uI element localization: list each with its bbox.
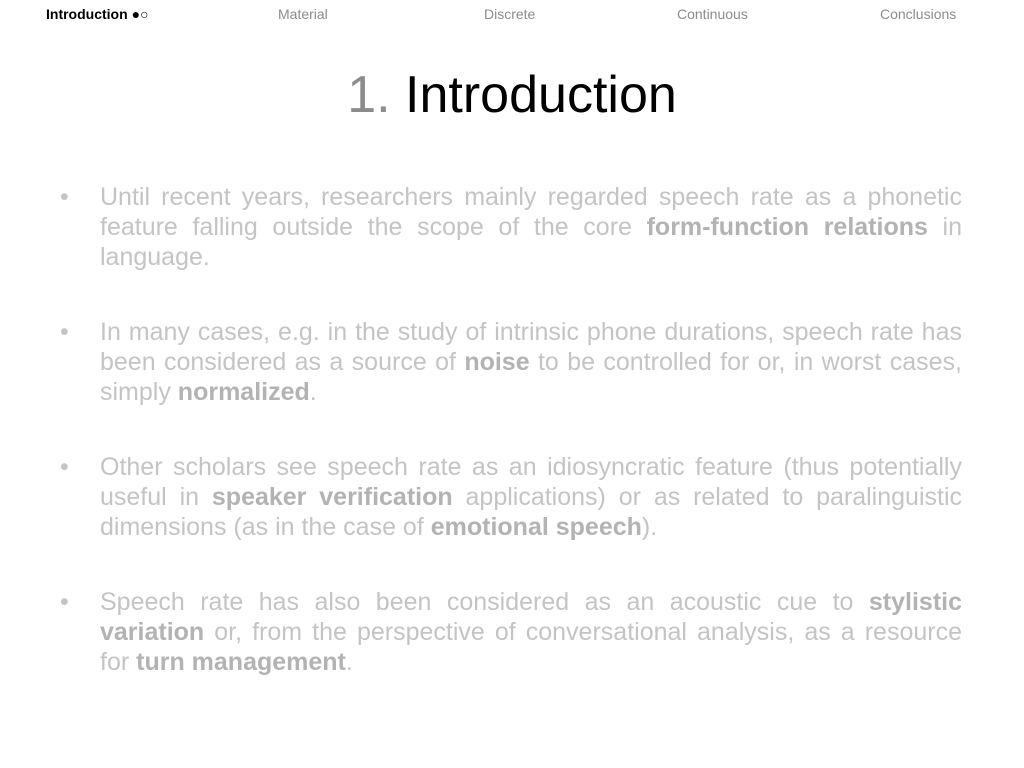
nav-item-continuous[interactable]: Continuous bbox=[677, 6, 748, 22]
bullet-emphasis: emotional speech bbox=[430, 513, 642, 541]
slide-progress-dots: ●○ bbox=[131, 6, 149, 22]
slide-title-text: Introduction bbox=[405, 66, 677, 124]
nav-item-introduction[interactable] bbox=[46, 6, 149, 22]
bullet-item bbox=[60, 317, 962, 407]
nav-item-material[interactable]: Material bbox=[278, 6, 328, 22]
nav-item-label: Introduction bbox=[46, 6, 128, 22]
bullet-text: ). bbox=[641, 513, 658, 541]
bullet-text: . bbox=[309, 378, 317, 406]
bullet-emphasis: normalized bbox=[177, 378, 310, 406]
bullet-emphasis: form-function relations bbox=[646, 213, 928, 241]
bullet-marker: • bbox=[60, 318, 69, 346]
bullet-list bbox=[60, 182, 962, 722]
bullet-text: Other scholars see speech rate as an idiosyncratic feature (thus potentially useful in bbox=[100, 453, 962, 511]
slide-title bbox=[0, 62, 1024, 128]
bullet-item bbox=[60, 587, 962, 677]
bullet-marker: • bbox=[60, 453, 69, 481]
bullet-emphasis: noise bbox=[464, 348, 530, 376]
nav-item-discrete[interactable]: Discrete bbox=[484, 6, 536, 22]
bullet-item bbox=[60, 182, 962, 272]
bullet-text: Until recent years, researchers mainly regarded speech rate as a phonetic feature falling outside the scope of the core bbox=[100, 183, 962, 241]
bullet-text: In many cases, e.g. in the study of intrinsic phone durations, speech rate has been considered as a source of bbox=[100, 318, 962, 376]
bullet-emphasis: stylistic variation bbox=[100, 588, 962, 646]
nav-item-conclusions[interactable]: Conclusions bbox=[880, 6, 957, 22]
bullet-marker: • bbox=[60, 183, 69, 211]
bullet-emphasis: turn management bbox=[136, 648, 346, 676]
section-navigation bbox=[0, 6, 1024, 26]
bullet-text: . bbox=[345, 648, 353, 676]
bullet-text: applications) or as related to paralinguistic dimensions (as in the case of bbox=[100, 483, 963, 541]
bullet-text: or, from the perspective of conversational analysis, as a resource for bbox=[100, 618, 962, 676]
bullet-text: to be controlled for or, in worst cases, simply bbox=[100, 348, 962, 406]
slide-title-number: 1. bbox=[347, 66, 391, 124]
bullet-item bbox=[60, 452, 962, 542]
bullet-marker: • bbox=[60, 588, 69, 616]
bullet-text: Speech rate has also been considered as an acoustic cue to bbox=[100, 588, 869, 616]
bullet-text: in language. bbox=[100, 213, 963, 271]
bullet-emphasis: speaker verification bbox=[211, 483, 453, 511]
